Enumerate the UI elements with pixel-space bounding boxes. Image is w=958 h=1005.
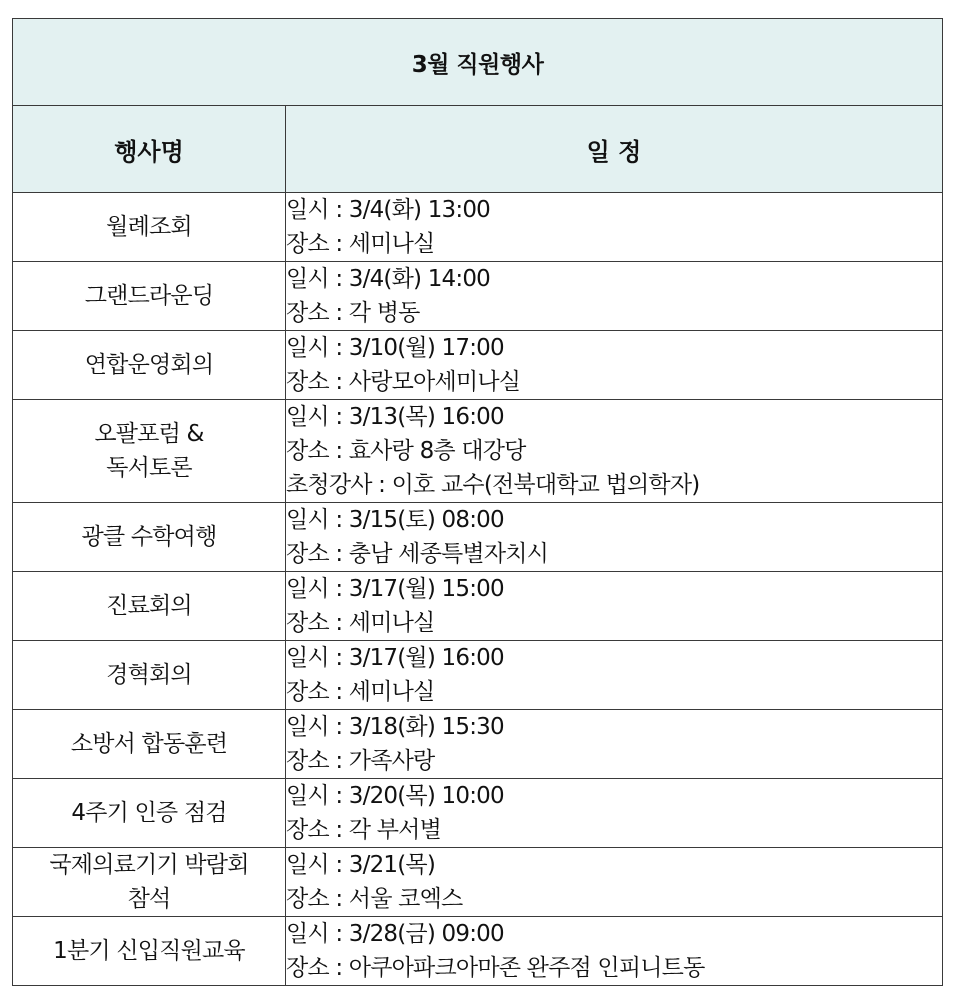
- schedule-line: 일시 : 3/17(월) 15:00: [286, 576, 504, 602]
- header-schedule: 일 정: [286, 106, 943, 193]
- events-table: [12, 18, 943, 986]
- event-rows: [13, 193, 943, 986]
- event-schedule-cell: [286, 779, 943, 848]
- event-name: 연합운영회의: [84, 352, 214, 378]
- schedule-line: 장소 : 각 부서별: [286, 817, 441, 843]
- schedule-line: 장소 : 서울 코엑스: [286, 886, 463, 912]
- event-name-cell: [13, 503, 286, 572]
- schedule-line: 일시 : 3/20(목) 10:00: [286, 783, 504, 809]
- event-name-cell: [13, 331, 286, 400]
- schedule-line: 초청강사 : 이호 교수(전북대학교 법의학자): [286, 472, 700, 498]
- event-name: 월례조회: [106, 214, 192, 240]
- schedule-line: 일시 : 3/21(목): [286, 852, 436, 878]
- schedule-line: 일시 : 3/28(금) 09:00: [286, 921, 504, 947]
- event-schedule-cell: [286, 193, 943, 262]
- schedule-line: 일시 : 3/13(목) 16:00: [286, 404, 504, 430]
- schedule-line: 장소 : 아쿠아파크아마존 완주점 인피니트동: [286, 955, 705, 981]
- event-name: 1분기 신입직원교육: [53, 938, 245, 964]
- title-row: [13, 19, 943, 106]
- event-name: 그랜드라운딩: [84, 283, 214, 309]
- event-schedule-cell: [286, 331, 943, 400]
- schedule-line: 일시 : 3/18(화) 15:30: [286, 714, 504, 740]
- schedule-line: 장소 : 충남 세종특별자치시: [286, 541, 549, 567]
- event-name: 국제의료기기 박람회: [49, 852, 249, 878]
- event-name: 경혁회의: [106, 662, 192, 688]
- schedule-line: 장소 : 세미나실: [286, 610, 435, 636]
- event-name: 진료회의: [106, 593, 192, 619]
- event-name-cell: [13, 572, 286, 641]
- table-row: [13, 331, 943, 400]
- event-name: 광클 수학여행: [81, 524, 217, 550]
- event-name-cell: [13, 262, 286, 331]
- event-name: 오팔포럼 &: [94, 421, 204, 447]
- schedule-line: 일시 : 3/4(화) 13:00: [286, 197, 490, 223]
- event-name-cell: [13, 641, 286, 710]
- schedule-line: 일시 : 3/10(월) 17:00: [286, 335, 504, 361]
- event-name-cell: [13, 848, 286, 917]
- schedule-line: 장소 : 사랑모아세미나실: [286, 369, 521, 395]
- schedule-line: 일시 : 3/17(월) 16:00: [286, 645, 504, 671]
- table-row: [13, 848, 943, 917]
- event-schedule-cell: [286, 917, 943, 986]
- event-name: 4주기 인증 점검: [71, 800, 227, 826]
- table-row: [13, 193, 943, 262]
- table-row: [13, 503, 943, 572]
- event-schedule-cell: [286, 262, 943, 331]
- table-row: [13, 779, 943, 848]
- header-row: [13, 106, 943, 193]
- event-name-cell: [13, 193, 286, 262]
- schedule-line: 장소 : 세미나실: [286, 231, 435, 257]
- event-name-cell: [13, 710, 286, 779]
- table-row: [13, 262, 943, 331]
- event-schedule-cell: [286, 503, 943, 572]
- event-schedule-cell: [286, 572, 943, 641]
- schedule-line: 일시 : 3/15(토) 08:00: [286, 507, 504, 533]
- schedule-line: 장소 : 세미나실: [286, 679, 435, 705]
- table-row: [13, 641, 943, 710]
- event-name: 독서토론: [106, 455, 192, 481]
- event-schedule-cell: [286, 400, 943, 503]
- event-name: 소방서 합동훈련: [70, 731, 228, 757]
- event-schedule-cell: [286, 641, 943, 710]
- header-event-name: 행사명: [13, 106, 286, 193]
- schedule-line: 일시 : 3/4(화) 14:00: [286, 266, 490, 292]
- event-schedule-cell: [286, 710, 943, 779]
- event-name-cell: [13, 779, 286, 848]
- event-name: 참석: [127, 886, 171, 912]
- schedule-line: 장소 : 효사랑 8층 대강당: [286, 438, 526, 464]
- schedule-line: 장소 : 가족사랑: [286, 748, 435, 774]
- event-schedule-cell: [286, 848, 943, 917]
- table-title: 3월 직원행사: [13, 19, 943, 106]
- schedule-line: 장소 : 각 병동: [286, 300, 420, 326]
- table-row: [13, 572, 943, 641]
- table-row: [13, 400, 943, 503]
- event-name-cell: [13, 400, 286, 503]
- table-row: [13, 917, 943, 986]
- table-row: [13, 710, 943, 779]
- event-name-cell: [13, 917, 286, 986]
